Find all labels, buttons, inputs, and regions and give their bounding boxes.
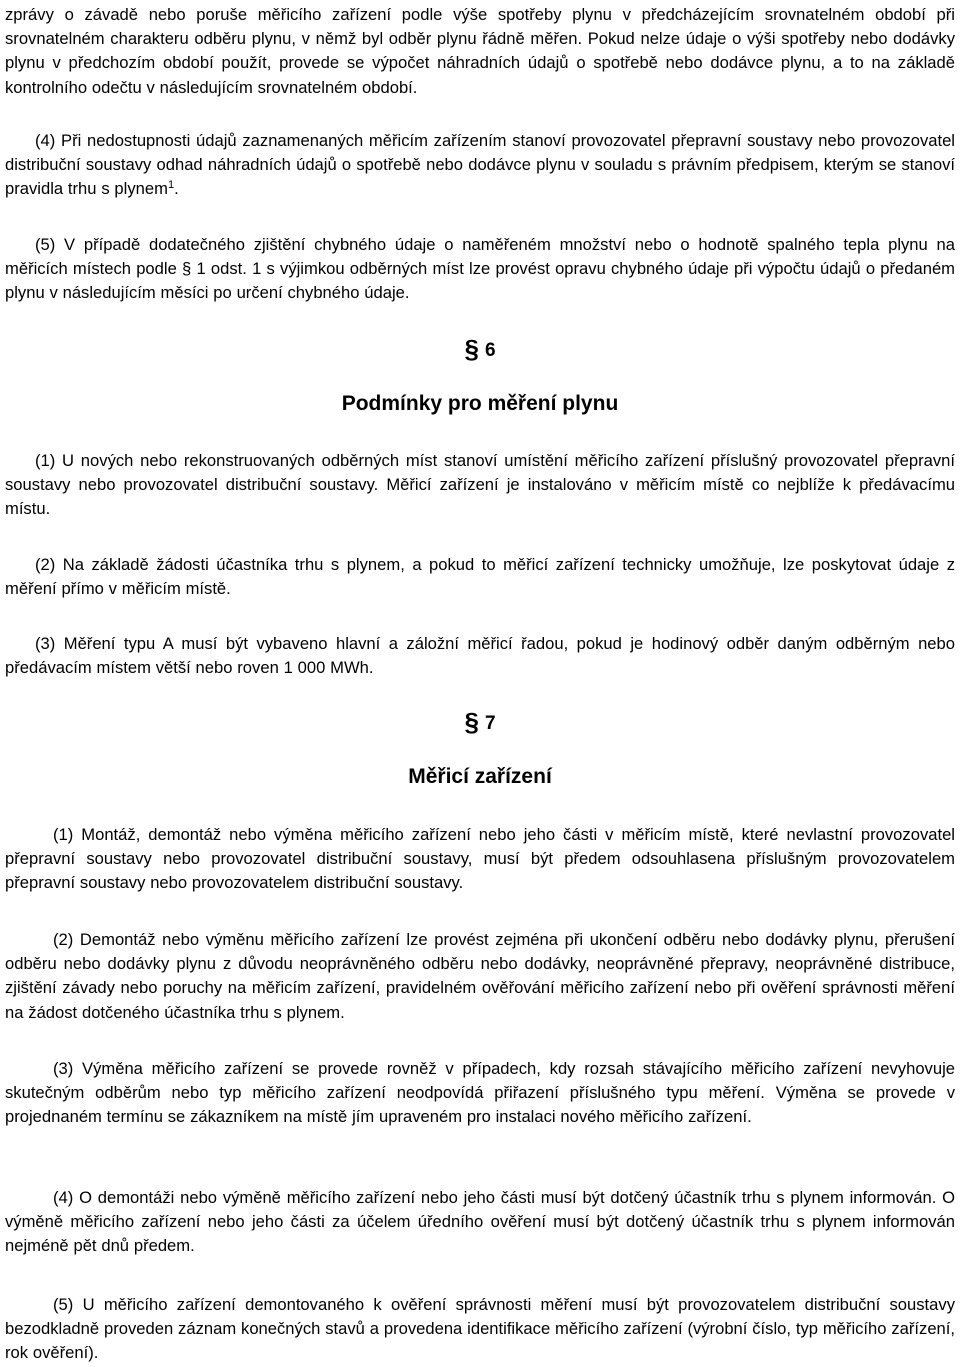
- paragraph-4-end: .: [174, 179, 179, 199]
- paragraph-4: [5, 129, 955, 202]
- paragraph-4-text: (4) Při nedostupnosti údajů zaznamenaných měřicím zařízením stanoví provozovatel přepravní soustavy nebo provozovatel distribuční soustavy odhad náhradních údajů o spotřebě nebo dodávce plynu v souladu s právním předpisem, kterým se stanoví pravidla trhu s plynem: [5, 131, 955, 199]
- paragraph-5-text: (5) V případě dodatečného zjištění chybného údaje o naměřeném množství nebo o hodnotě spalného tepla plynu na měřicích místech podle: [5, 235, 955, 279]
- section-7-title: Měřicí zařízení: [408, 765, 552, 788]
- section-7-paragraph-4: (4) O demontáži nebo výměně měřicího zařízení nebo jeho části musí být dotčený účastník trhu s plynem informován. O výměně měřicího zařízení nebo jeho části za účelem úředního ověření musí být dotčený účastník trhu s plynem informován nejméně pět dnů předem.: [5, 1188, 955, 1256]
- paragraph-5-end: s výjimkou odběrných míst lze provést opravu chybného údaje při výpočtu údajů o předaném plynu v následujícím měsíci po určení chybného údaje.: [5, 259, 955, 303]
- section-reference: § 1 odst. 1: [182, 259, 262, 279]
- section-7-paragraph-5: (5) U měřicího zařízení demontovaného k ověření správnosti měření musí být provozovatelem distribuční soustavy bezodkladně proveden záznam konečných stavů a provedena identifikace měřicího zařízení (výrobní číslo, typ měřicího zařízení, rok ověření).: [5, 1295, 955, 1363]
- section-symbol: §: [464, 707, 479, 737]
- footnote-ref: 1: [167, 179, 175, 192]
- section-7-paragraph-3: (3) Výměna měřicího zařízení se provede rovněž v případech, kdy rozsah stávajícího měřicího zařízení nevyhovuje skutečným odběrům nebo typ měřicího zařízení neodpovídá přiřazení příslušného typu měření. Výměna se provede v projednaném termínu se zákazníkem na místě jím upraveném pro instalaci nového měřicího zařízení.: [5, 1059, 955, 1127]
- section-number: 7: [484, 713, 496, 734]
- section-symbol: §: [464, 334, 479, 364]
- section-7-paragraph-1: (1) Montáž, demontáž nebo výměna měřicího zařízení nebo jeho části v měřicím místě, které nevlastní provozovatel přepravní soustavy nebo provozovatel distribuční soustavy, musí být předem odsouhlasena příslušným provozovatelem přepravní soustavy nebo provozovatelem distribuční soustavy.: [5, 825, 955, 893]
- section-6-number: [5, 334, 955, 364]
- section-7-number: [5, 707, 955, 737]
- section-number: 6: [484, 340, 496, 361]
- paragraph-5: [5, 233, 955, 306]
- section-6-title: Podmínky pro měření plynu: [341, 392, 619, 415]
- section-6-paragraph-2: (2) Na základě žádosti účastníka trhu s plynem, a pokud to měřicí zařízení technicky umožňuje, lze poskytovat údaje z měření přímo v měřicím místě.: [5, 555, 955, 599]
- paragraph-continued: zprávy o závadě nebo poruše měřicího zařízení podle výše spotřeby plynu v předcházejícím srovnatelném období při srovnatelném charakteru odběru plynu, v němž byl odběr plynu řádně měřen. Pokud nelze údaje o výši spotřeby nebo dodávky plynu v předchozím období použít, provede se výpočet náhradních údajů o spotřebě nebo dodávce plynu, a to na základě kontrolního odečtu v následujícím srovnatelném období.: [5, 5, 955, 97]
- section-6-paragraph-1: (1) U nových nebo rekonstruovaných odběrných míst stanoví umístění měřicího zařízení příslušný provozovatel přepravní soustavy nebo provozovatel distribuční soustavy. Měřicí zařízení je instalováno v měřicím místě co nejblíže k předávacímu místu.: [5, 451, 955, 519]
- section-6-paragraph-3: (3) Měření typu A musí být vybaveno hlavní a záložní měřicí řadou, pokud je hodinový odběr daným odběrným nebo předávacím místem větší nebo roven 1 000 MWh.: [5, 634, 955, 678]
- section-7-paragraph-2: (2) Demontáž nebo výměnu měřicího zařízení lze provést zejména při ukončení odběru nebo dodávky plynu, přerušení odběru nebo dodávky plynu z důvodu neoprávněného odběru nebo dodávky, neoprávněné přepravy, neoprávněné distribuce, zjištění závady nebo poruchy na měřicím zařízení, pravidelném ověřování měřicího zařízení nebo při ověření správnosti měření na žádost dotčeného účastníka trhu s plynem.: [5, 930, 955, 1022]
